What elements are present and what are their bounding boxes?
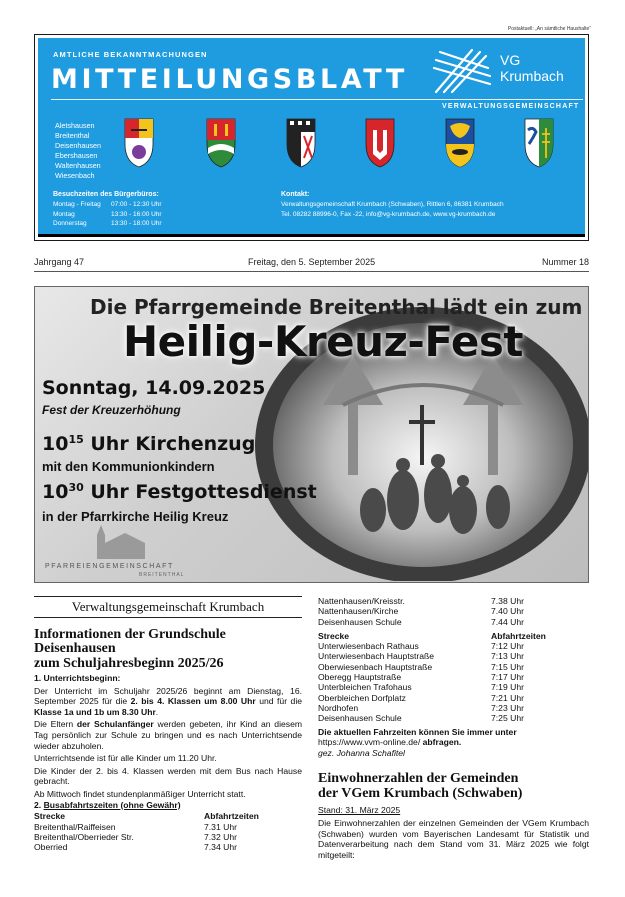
text-run: Die Eltern (34, 719, 77, 730)
article-title-line: Einwohnerzahlen der Gemeinden (318, 771, 519, 787)
office-hours-time: 07:00 - 12:30 Uhr (111, 200, 162, 208)
office-hours-day: Montag (53, 210, 75, 218)
coat-of-arms-wiesenbach-icon (524, 118, 554, 168)
office-hours-heading: Besuchzeiten des Bürgerbüros: (53, 191, 159, 198)
table-row (318, 596, 589, 606)
logo-subtitle: VERWALTUNGSGEMEINSCHAFT (442, 103, 580, 110)
column-header: Abfahrtzeiten (204, 811, 259, 822)
office-hours-row (53, 200, 162, 210)
column-header: Strecke (34, 811, 66, 822)
coat-of-arms-breitenthal-icon (206, 118, 236, 168)
time-hour: 10 (42, 433, 69, 455)
poster-title: Heilig-Kreuz-Fest (123, 317, 523, 366)
masthead-rule (51, 99, 583, 100)
right-column (318, 596, 589, 860)
time-minute: 15 (68, 433, 84, 446)
paragraph-schedule: Ab Mittwoch findet stundenplanmäßiger Unterricht statt. (34, 789, 246, 800)
bus-table-continued (318, 596, 589, 627)
text-run: werden gebeten, ihr Kind an diesem Tag persönlich zur Schule zu bringen und es nach Unterrichtsende wieder abzuholen. (34, 719, 303, 751)
coat-of-arms-aletshausen-icon (124, 118, 154, 168)
poster-feast: Fest der Kreuzerhöhung (42, 403, 181, 417)
timetable-link[interactable]: https://www.vvm-online.de/ (318, 737, 421, 748)
poster-mass-location: in der Pfarrkirche Heilig Kreuz (42, 509, 229, 524)
route-cell: Deisenhausen Schule (318, 713, 402, 724)
paragraph-bus-home: Die Kinder der 2. bis 4. Klassen werden mit dem Bus nach Hause gebracht. (34, 765, 302, 787)
time-cell: 7:17 Uhr (491, 672, 524, 683)
time-cell: 7:13 Uhr (491, 651, 524, 662)
timetable-link-line (318, 737, 589, 748)
coat-of-arms-waltenhausen-icon (445, 118, 475, 168)
time-cell: 7:12 Uhr (491, 641, 524, 652)
table-row (318, 641, 589, 651)
article-title-line: der VGem Krumbach (Schwaben) (318, 785, 523, 801)
route-cell: Oberried (34, 842, 68, 853)
route-cell: Breitenthal/Raiffeisen (34, 821, 116, 832)
poster-date: Sonntag, 14.09.2025 (42, 377, 266, 399)
festival-poster (34, 286, 589, 583)
time-minute: 30 (68, 481, 84, 494)
table-header-row (34, 811, 302, 821)
table-row (318, 682, 589, 692)
place-item: Ebershausen (55, 151, 98, 160)
population-paragraph: Die Einwohnerzahlen der einzelnen Gemeinden der VGem Krumbach (Schwaben) wurden vom Bayerischen Landesamt für Statistik und Datenverarbeitung nach dem Stand vom 31. März 2025 wie folgt mitgeteilt: (318, 817, 589, 860)
table-row (34, 832, 302, 842)
office-hours-day: Donnerstag (53, 220, 87, 228)
table-row (34, 842, 302, 852)
place-list (55, 121, 101, 181)
place-item: Waltenhausen (55, 161, 101, 170)
article-title-line: zum Schuljahresbeginn 2025/26 (34, 655, 224, 671)
place-item: Deisenhausen (55, 141, 101, 150)
masthead-bottom-strip (38, 234, 585, 237)
route-cell: Nattenhausen/Kirche (318, 606, 399, 617)
subheading-bus-times (34, 800, 302, 811)
table-row (318, 617, 589, 627)
bus-table-wiesenbach (318, 631, 589, 724)
left-column (34, 596, 302, 852)
article-title-line: Deisenhausen (34, 641, 116, 657)
signature: gez. Johanna Schafitel (318, 747, 405, 758)
time-label: Uhr Festgottesdienst (83, 481, 317, 503)
article-title (34, 628, 302, 672)
text-run: und für die (255, 696, 303, 707)
text-run-bold: 2. bis 4. Klassen um 8.00 Uhr (130, 696, 256, 707)
issue-rule (34, 271, 589, 272)
table-row (318, 662, 589, 672)
text-run-bold: abfragen. (420, 737, 462, 748)
article-title (318, 772, 589, 801)
parish-community-place: BREITENTHAL (139, 572, 185, 578)
parish-community-name: PFARREIENGEMEINSCHAFT (45, 563, 174, 570)
time-cell: 7.31 Uhr (204, 821, 237, 832)
contact-phone-email[interactable]: Tel. 08282 88996-0, Fax -22, info@vg-krumbach.de, www.vg-krumbach.de (281, 210, 496, 218)
time-cell: 7:21 Uhr (491, 692, 524, 703)
time-cell: 7:15 Uhr (491, 661, 524, 672)
poster-time-procession (42, 433, 255, 455)
masthead-title: MITTEILUNGSBLATT (51, 64, 408, 95)
vg-logo-icon (432, 46, 494, 96)
paragraph-first-graders (34, 719, 302, 751)
contact-address: Verwaltungsgemeinschaft Krumbach (Schwaben), Rittlen 6, 86381 Krumbach (281, 200, 504, 208)
issue-date: Freitag, den 5. September 2025 (248, 257, 376, 267)
text-run-underlined: Busabfahrtszeiten (ohne Gewähr) (43, 799, 181, 810)
masthead-kicker: AMTLICHE BEKANNTMACHUNGEN (53, 50, 208, 59)
text-run: 2. (34, 799, 44, 810)
contact-block (281, 190, 504, 219)
route-cell: Nattenhausen/Kreisstr. (318, 596, 405, 606)
route-cell: Oberbleichen Dorfplatz (318, 692, 406, 703)
subheading-lesson-start: 1. Unterrichtsbeginn: (34, 673, 121, 684)
time-hour: 10 (42, 481, 69, 503)
poster-procession-note: mit den Kommunionkindern (42, 459, 215, 474)
article-title-line: Informationen der Grundschule (34, 626, 226, 642)
table-row (318, 703, 589, 713)
timetable-note: Die aktuellen Fahrzeiten können Sie immer unter (318, 726, 517, 737)
table-row (318, 606, 589, 616)
time-cell: 7:19 Uhr (491, 682, 524, 693)
time-cell: 7.40 Uhr (491, 606, 524, 617)
coat-of-arms-deisenhausen-icon (286, 118, 316, 168)
place-item: Aletshausen (55, 121, 95, 130)
table-row (318, 651, 589, 661)
time-cell: 7.32 Uhr (204, 831, 237, 842)
route-cell: Nordhofen (318, 702, 359, 713)
paragraph-lesson-start (34, 686, 302, 718)
church-silhouette-icon (91, 525, 151, 559)
route-cell: Unterwiesenbach Hauptstraße (318, 651, 435, 662)
population-date: Stand: 31. März 2025 (318, 805, 401, 816)
contact-heading: Kontakt: (281, 191, 310, 198)
time-cell: 7.44 Uhr (491, 616, 524, 627)
route-cell: Oberegg Hauptstraße (318, 672, 402, 683)
column-header: Abfahrtzeiten (491, 630, 546, 641)
text-run-bold: der Schulanfänger (76, 719, 154, 730)
table-row (318, 693, 589, 703)
time-cell: 7:25 Uhr (491, 713, 524, 724)
table-row (318, 713, 589, 723)
postal-note: Postaktuell: „An sämtliche Haushalte“ (507, 26, 591, 32)
table-row (34, 822, 302, 832)
text-run: . (155, 706, 159, 717)
text-run: Der Unterricht im Schuljahr 2025/26 beginnt am Dienstag, 16. September 2025 für die (34, 685, 302, 707)
column-header: Strecke (318, 630, 350, 641)
coat-of-arms-ebershausen-icon (365, 118, 395, 168)
issue-volume: Jahrgang 47 (34, 257, 85, 267)
poster-time-mass (42, 481, 317, 503)
logo-vg: VG (500, 52, 521, 68)
bus-table-left (34, 811, 302, 852)
coat-of-arms-row (124, 118, 584, 173)
office-hours-day: Montag - Freitag (53, 200, 101, 208)
paragraph-end-time: Unterrichtsende ist für alle Kinder um 11.20 Uhr. (34, 753, 217, 764)
issue-number: Nummer 18 (541, 257, 589, 267)
route-cell: Unterwiesenbach Rathaus (318, 641, 419, 652)
time-cell: 7:23 Uhr (491, 702, 524, 713)
office-hours-time: 13:30 - 18:00 Uhr (111, 220, 162, 228)
section-heading: Verwaltungsgemeinschaft Krumbach (34, 596, 302, 618)
office-hours-row (53, 219, 162, 229)
place-item: Breitenthal (55, 131, 90, 140)
route-cell: Breitenthal/Oberrieder Str. (34, 831, 134, 842)
time-label: Uhr Kirchenzug (83, 433, 256, 455)
logo-place: Krumbach (500, 68, 564, 84)
office-hours (53, 190, 162, 229)
place-item: Wiesenbach (55, 171, 95, 180)
poster-heading: Die Pfarrgemeinde Breitenthal lädt ein zum (90, 295, 583, 319)
text-run-bold: Klasse 1a und 1b um 8.30 Uhr (34, 706, 156, 717)
table-header-row (318, 631, 589, 641)
masthead (38, 38, 585, 237)
masthead-frame (34, 34, 589, 241)
time-cell: 7.38 Uhr (491, 596, 524, 606)
time-cell: 7.34 Uhr (204, 842, 237, 853)
table-row (318, 672, 589, 682)
office-hours-row (53, 210, 162, 220)
route-cell: Deisenhausen Schule (318, 616, 402, 627)
office-hours-time: 13:30 - 16:00 Uhr (111, 210, 162, 218)
route-cell: Unterbleichen Trafohaus (318, 682, 412, 693)
route-cell: Oberwiesenbach Hauptstraße (318, 661, 433, 672)
